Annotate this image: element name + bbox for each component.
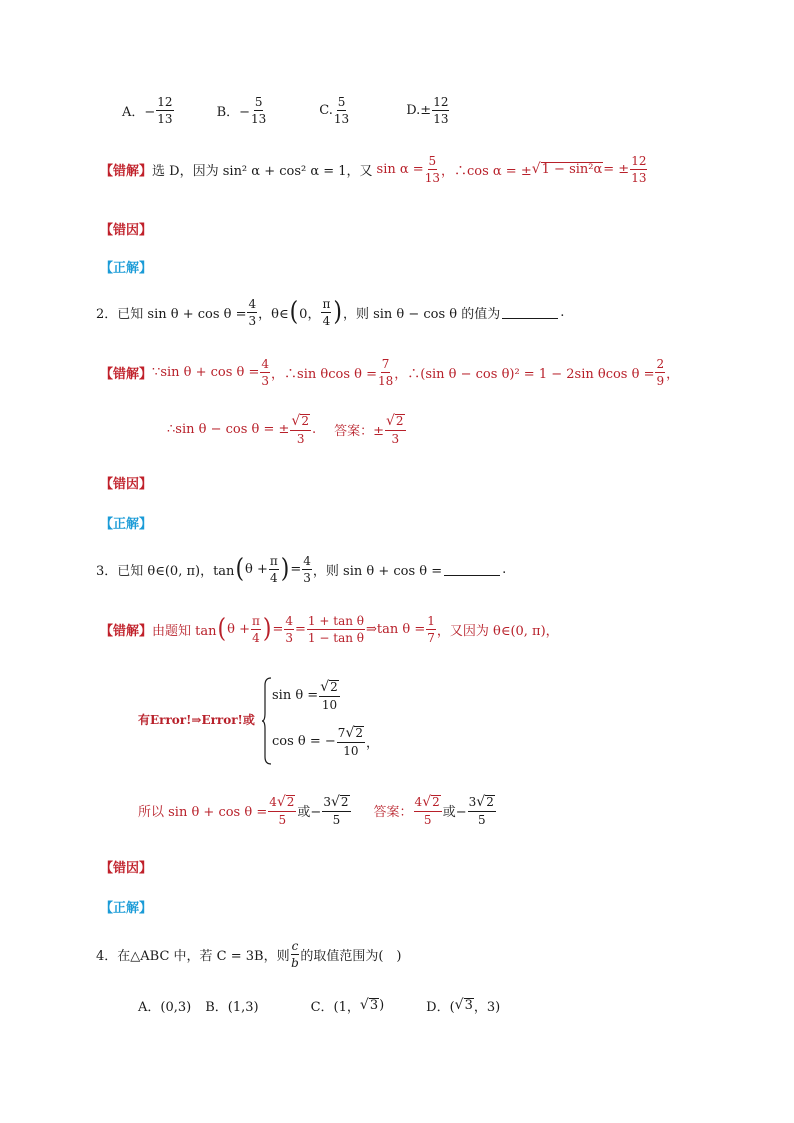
wrong-text: ，∴cos α = ± bbox=[440, 164, 532, 179]
wrong-text: = bbox=[295, 622, 306, 637]
system-lead-text: 有Error!⇒Error!或 bbox=[138, 713, 255, 727]
wrong-text: ， bbox=[666, 367, 680, 382]
option-c[interactable]: C．(1， √ 3 ) bbox=[310, 996, 385, 1015]
option-b[interactable]: B．(1,3) bbox=[205, 1000, 259, 1015]
wrong-text: ，∴(sin θ − cos θ)² = 1 − 2sin θcos θ = bbox=[394, 367, 655, 382]
stem-text: 2．已知 sin θ + cos θ = bbox=[96, 307, 247, 322]
stem-text: ，θ∈ bbox=[258, 307, 289, 322]
result-text: 或− bbox=[297, 805, 322, 821]
fraction: √ 2 10 bbox=[320, 679, 338, 713]
fraction: $\frac{12}{13}$ bbox=[631, 154, 647, 185]
stem-text: ，则 sin θ − cos θ 的值为 bbox=[342, 307, 501, 322]
q3-system-line1 bbox=[272, 680, 341, 711]
stem-text: 的取值范围为( ) bbox=[300, 949, 402, 964]
wrong-text: ，又因为 θ∈(0, π)， bbox=[436, 624, 559, 639]
fraction: $\frac{2}{9}$ bbox=[656, 357, 665, 388]
sqrt: √ 1 − sin²α bbox=[531, 160, 603, 177]
fraction: $\frac{5}{13}$ bbox=[251, 95, 267, 126]
fraction: $\frac{\text{1 + tan θ}}{\text{1 − tan θ}}$ bbox=[307, 614, 364, 645]
answer-blank[interactable] bbox=[502, 306, 558, 319]
stem-text: 4．在△ABC 中，若 C = 3B，则 bbox=[96, 949, 290, 964]
fraction: 4 √ 2 5 bbox=[269, 794, 295, 828]
q3-cause-tag: 【 错因 】 bbox=[100, 861, 153, 876]
q2-wrong-solution-line2 bbox=[167, 414, 407, 445]
fraction: $\frac{c}{b}$ bbox=[291, 939, 299, 970]
fraction: $\frac{4}{3}$ bbox=[303, 554, 311, 585]
q2-fix-tag: 【 正解 】 bbox=[100, 517, 153, 532]
wrong-tag: 【错解】 bbox=[100, 367, 153, 382]
q1-wrong-solution bbox=[100, 155, 648, 184]
q3-stem: 3．已知 θ∈(0, π)，tan ( θ + $\frac{\pi}{4}$ ) = $\frac{4}{3}$ ，则 sin θ + cos θ = . bbox=[96, 553, 507, 585]
fraction: 7 √ 2 10 bbox=[337, 725, 363, 759]
q4-options bbox=[138, 996, 500, 1015]
stem-text: = bbox=[290, 562, 302, 577]
q3-system-line2 bbox=[272, 726, 379, 757]
stem-text: . bbox=[502, 562, 507, 577]
fraction: 4 √ 2 5 bbox=[414, 794, 440, 828]
answer-label: 答案： bbox=[373, 805, 413, 821]
wrong-text: = ± bbox=[603, 162, 630, 177]
system-text: cos θ = − bbox=[272, 734, 336, 750]
stem-text: 3．已知 θ∈(0, π)，tan bbox=[96, 564, 235, 579]
stem-text: . bbox=[560, 305, 565, 320]
option-d[interactable]: D．( √ 3 ，3) bbox=[426, 996, 501, 1015]
q3-wrong-solution: 【错解】 由题知 tan ( θ + $\frac{\pi}{4}$ ) = $\frac{4}{3}$ = $\frac{\text{1 + tan θ}}{\text{1 − tan θ}}$ ⇒tan θ = $\frac{1}{7}$ ，又因为 θ∈(0, π)， bbox=[100, 613, 559, 645]
wrong-text: ，∴sin θcos θ = bbox=[271, 367, 377, 382]
sqrt: √ 3 bbox=[359, 996, 379, 1013]
sqrt: √ 3 bbox=[454, 996, 473, 1013]
result-text: 所以 sin θ + cos θ = bbox=[138, 805, 268, 821]
answer-blank[interactable] bbox=[444, 563, 500, 576]
system-text: ， bbox=[366, 736, 380, 752]
q1-fix-tag: 【 正解 】 bbox=[100, 261, 153, 276]
q1-options bbox=[122, 96, 450, 125]
fraction: √ 2 3 bbox=[291, 413, 309, 447]
fraction: 3 √ 2 5 bbox=[323, 794, 349, 828]
wrong-text: ∵sin θ + cos θ = bbox=[152, 365, 260, 380]
q3-result bbox=[138, 795, 497, 826]
wrong-text: 选 D，因为 sin² α + cos² α = 1，又 bbox=[152, 164, 373, 179]
fraction: $\frac{\pi}{4}$ bbox=[269, 554, 278, 585]
fraction: $\frac{4}{3}$ bbox=[285, 614, 294, 645]
fraction: $\frac{1}{7}$ bbox=[427, 614, 435, 645]
wrong-tag: 【错解】 bbox=[100, 164, 153, 179]
option-d[interactable]: D.± $\frac{12}{13}$ bbox=[406, 95, 449, 126]
fraction: $\frac{5}{13}$ bbox=[333, 95, 350, 126]
q2-stem: 2．已知 sin θ + cos θ = $\frac{4}{3}$ ，θ∈ ( 0， $\frac{\pi}{4}$ ) ，则 sin θ − cos θ 的值为 . bbox=[96, 296, 565, 328]
option-a[interactable]: A．− $\frac{12}{13}$ bbox=[122, 95, 173, 126]
wrong-tag: 【错解】 bbox=[100, 624, 153, 639]
fraction: $\frac{5}{13}$ bbox=[424, 154, 440, 185]
q1-cause-tag: 【 错因 】 bbox=[100, 223, 153, 238]
wrong-text: θ + bbox=[227, 622, 250, 637]
fraction: $\frac{12}{13}$ bbox=[433, 95, 449, 126]
stem-text: ，则 sin θ + cos θ = bbox=[312, 564, 443, 579]
result-text: 或− bbox=[442, 805, 467, 821]
wrong-text: . bbox=[311, 422, 317, 438]
option-b[interactable]: B．− $\frac{5}{13}$ bbox=[216, 95, 267, 126]
answer-label: 答案：± bbox=[334, 424, 384, 440]
q4-stem bbox=[96, 940, 401, 969]
fraction: √ 2 3 bbox=[386, 413, 404, 447]
fraction: $\frac{\pi}{4}$ bbox=[322, 297, 331, 328]
fraction: $\frac{\pi}{4}$ bbox=[251, 614, 260, 645]
wrong-text: = bbox=[272, 622, 284, 637]
stem-text: θ + bbox=[245, 562, 268, 577]
wrong-text: sin α = bbox=[376, 162, 424, 177]
fraction: $\frac{12}{13}$ bbox=[157, 95, 173, 126]
option-c[interactable]: C. $\frac{5}{13}$ bbox=[319, 95, 350, 126]
q3-fix-tag: 【 正解 】 bbox=[100, 901, 153, 916]
wrong-text: 由题知 tan bbox=[152, 624, 217, 639]
option-a[interactable]: A．(0,3) bbox=[138, 1000, 192, 1015]
fraction: $\frac{4}{3}$ bbox=[261, 357, 270, 388]
left-brace-icon bbox=[262, 677, 272, 765]
wrong-text: ∴sin θ − cos θ = ± bbox=[167, 422, 290, 438]
q2-cause-tag: 【 错因 】 bbox=[100, 477, 153, 492]
system-text: sin θ = bbox=[272, 688, 319, 704]
q2-wrong-solution bbox=[100, 358, 679, 387]
fraction: 3 √ 2 5 bbox=[468, 794, 494, 828]
fraction: $\frac{4}{3}$ bbox=[248, 297, 257, 328]
fraction: $\frac{7}{18}$ bbox=[377, 357, 394, 388]
wrong-text: ⇒tan θ = bbox=[365, 622, 426, 637]
stem-text: 0， bbox=[299, 307, 321, 322]
q3-system-lead bbox=[138, 711, 255, 728]
